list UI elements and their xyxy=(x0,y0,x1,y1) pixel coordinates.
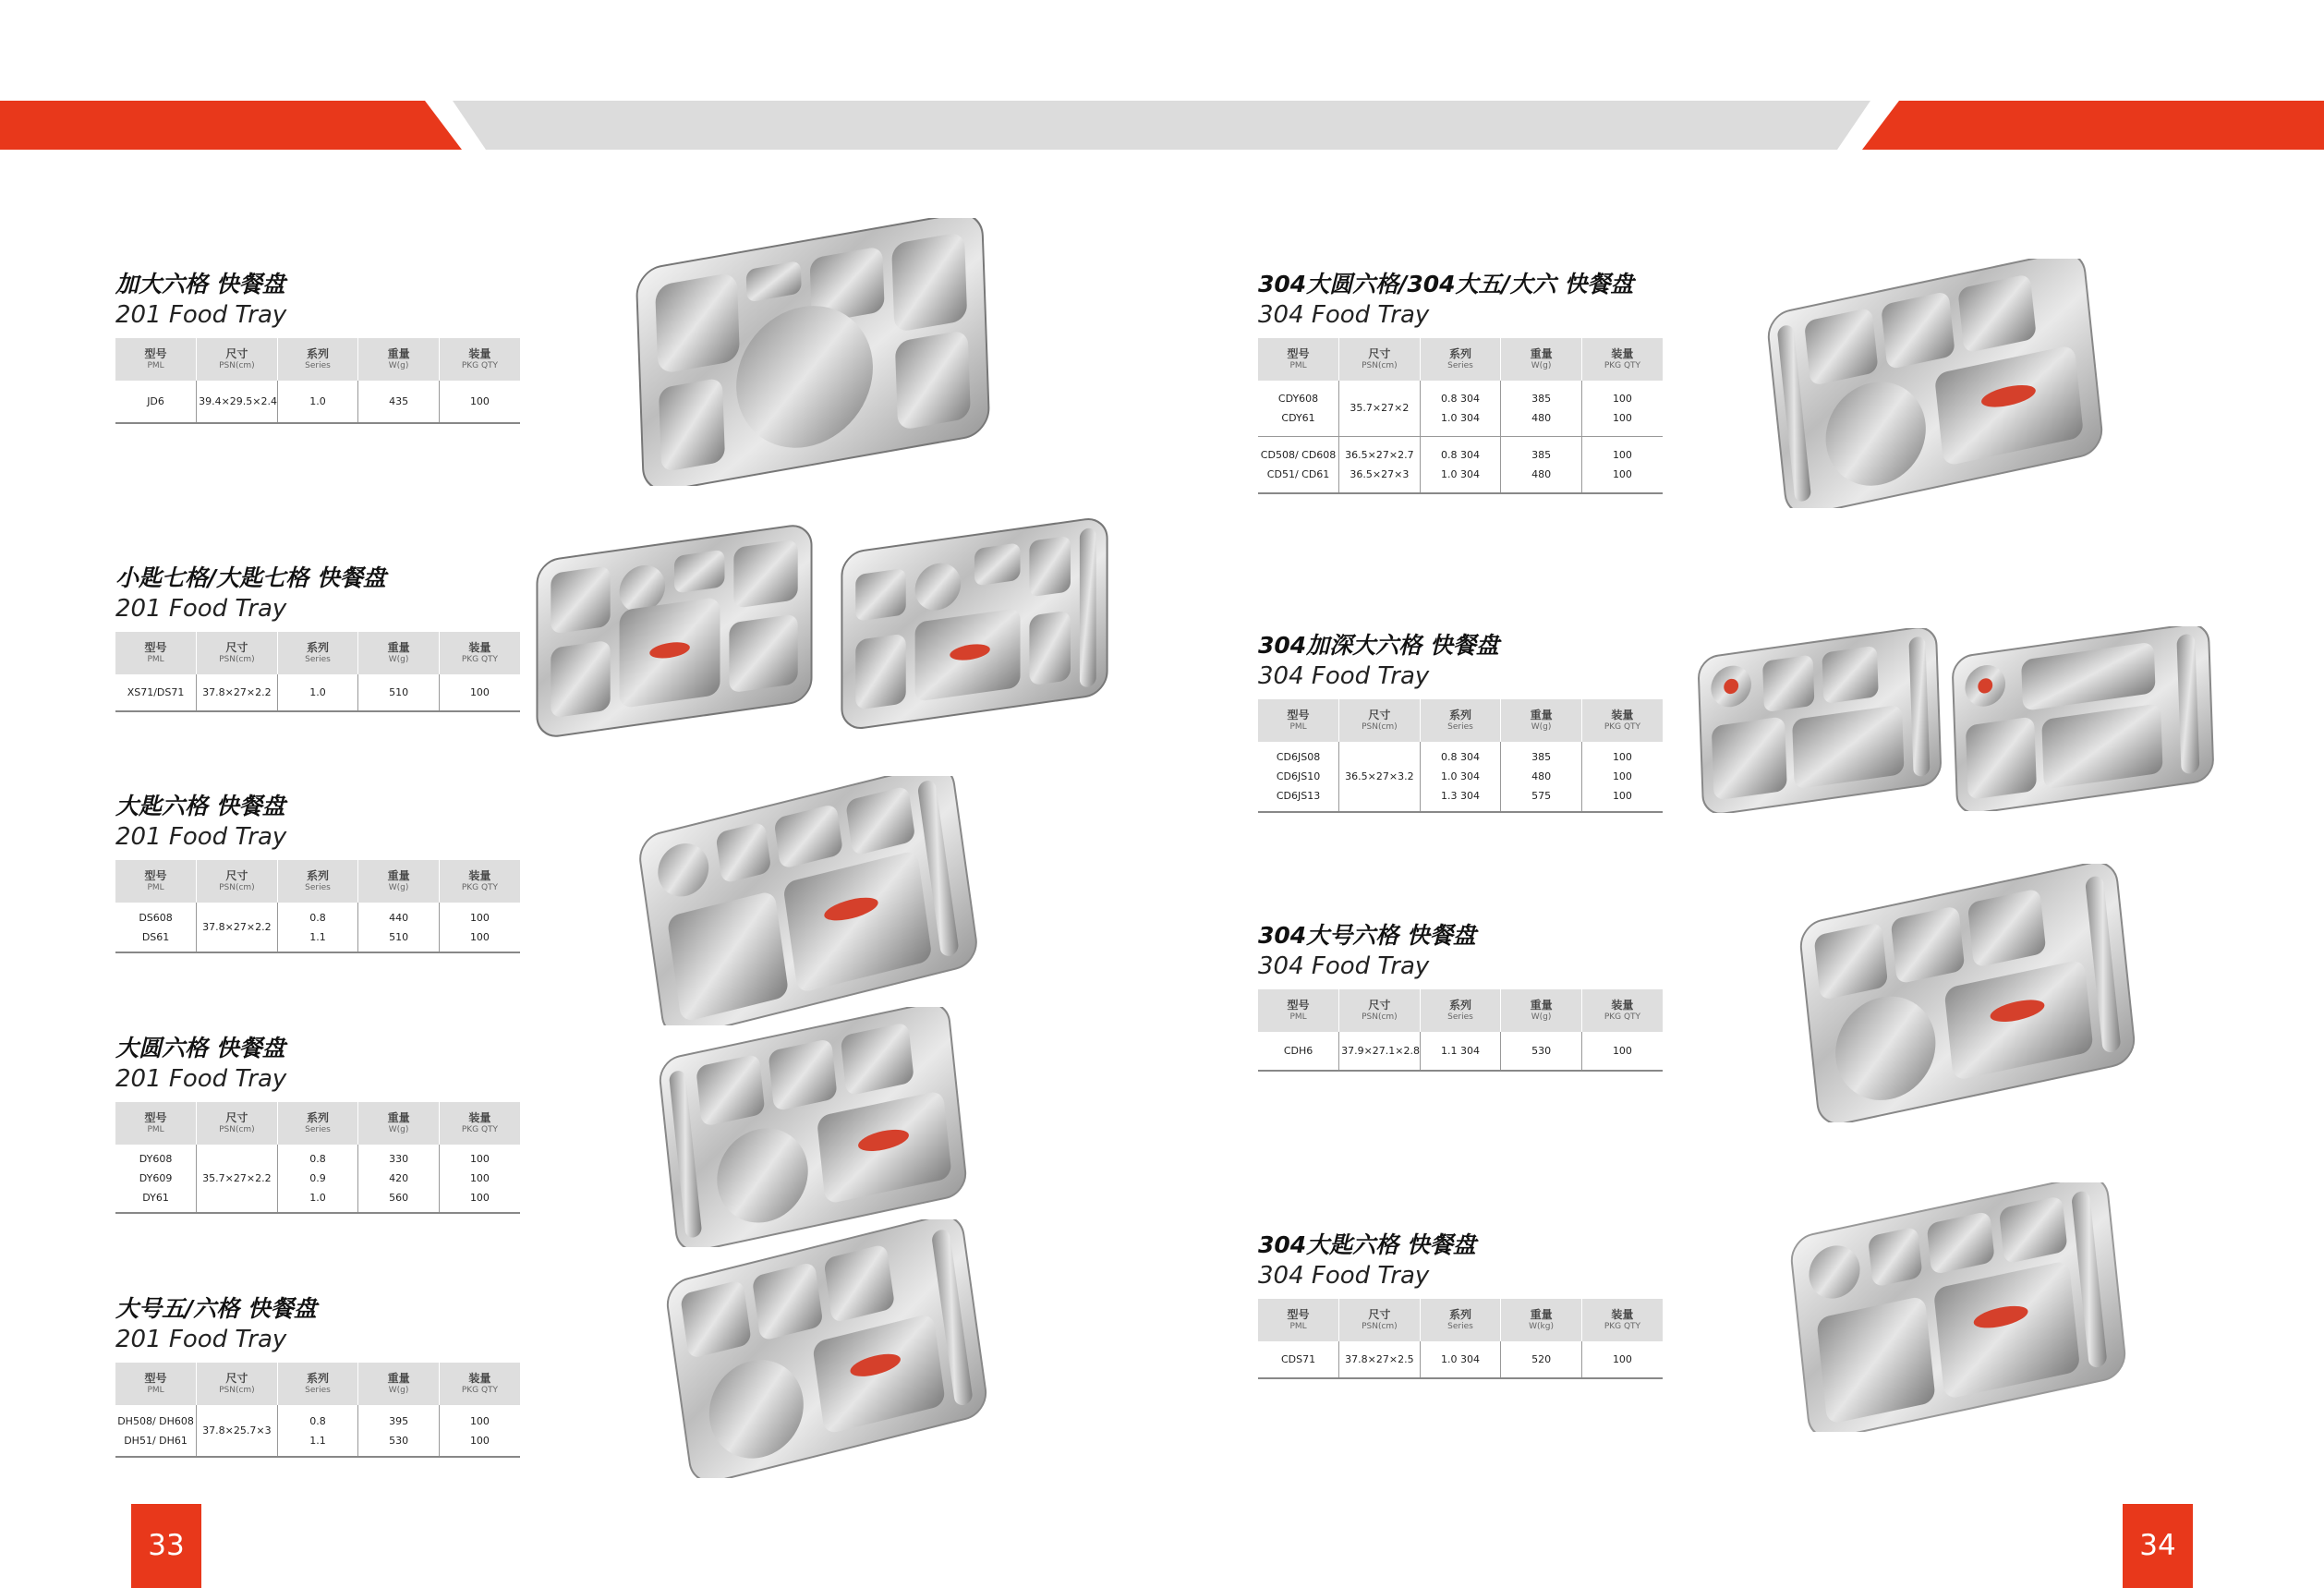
spec-table: 型号 PML 尺寸 PSN(cm) 系列 Series 重量 W(g) 装量 PKG QTY DS608 DS61 37.8×27×2.2 0.8 1.1 440 510 100 100 xyxy=(115,860,520,953)
spec-table: 型号 PML 尺寸 PSN(cm) 系列 Series 重量 W(g) 装量 PKG QTY JD6 39.4×29.5×2.4 1.0 435 100 xyxy=(115,338,520,424)
table-row: DS608 DS61 37.8×27×2.2 0.8 1.1 440 510 100 100 xyxy=(115,903,520,952)
product-title-cn: 小匙七格/大匙七格 快餐盘 xyxy=(115,564,386,591)
product-cdh6 xyxy=(1258,921,1664,1072)
product-dy608-dy61 xyxy=(115,1034,522,1214)
product-title-cn: 大匙六格 快餐盘 xyxy=(115,793,285,819)
product-title-en: 304 Food Tray xyxy=(1258,301,1430,329)
table-row: CDH6 37.9×27.1×2.8 1.1 304 530 100 xyxy=(1258,1032,1663,1071)
tray-image-dh508 xyxy=(651,1219,1002,1478)
spec-table: 型号 PML 尺寸 PSN(cm) 系列 Series 重量 W(g) 装量 PKG QTY CDY608 CDY61 35.7×27×2 0.8 304 1.0 304 385 480 100 100 CD508/ CD608 CD51/ CD61 36.5×27×2.7 36.5×27×3 0.8 304 1.0 304 385 480 100 100 xyxy=(1258,338,1663,494)
tray-image-ds608 xyxy=(628,776,988,1025)
table-row: DY608 DY609 DY61 35.7×27×2.2 0.8 0.9 1.0 330 420 560 100 100 100 xyxy=(115,1145,520,1213)
product-cds71 xyxy=(1258,1230,1664,1379)
tray-image-cds71 xyxy=(1773,1182,2143,1432)
header-band-center xyxy=(453,101,1870,150)
spec-table: 型号 PML 尺寸 PSN(cm) 系列 Series 重量 W(g) 装量 PKG QTY DH508/ DH608 DH51/ DH61 37.8×25.7×3 0.8 1.1 395 530 100 100 xyxy=(115,1363,520,1458)
table-row: CD6JS08 CD6JS10 CD6JS13 36.5×27×3.2 0.8 304 1.0 304 1.3 304 385 480 575 100 100 100 xyxy=(1258,742,1663,812)
product-title-cn: 大圆六格 快餐盘 xyxy=(115,1035,285,1061)
product-title-cn: 加大六格 快餐盘 xyxy=(115,271,285,297)
product-title-en: 201 Food Tray xyxy=(115,823,287,851)
spec-table: 型号 PML 尺寸 PSN(cm) 系列 Series 重量 W(kg) 装量 PKG QTY CDS71 37.8×27×2.5 1.0 304 520 100 xyxy=(1258,1299,1663,1379)
product-title-en: 304 Food Tray xyxy=(1258,662,1430,690)
product-title-cn: 304大匙六格 快餐盘 xyxy=(1258,1231,1476,1258)
product-jd6 xyxy=(115,270,522,424)
table-row: CDY608 CDY61 35.7×27×2 0.8 304 1.0 304 385 480 100 100 xyxy=(1258,381,1663,436)
product-dh508-dh61 xyxy=(115,1294,522,1458)
table-row: DH508/ DH608 DH51/ DH61 37.8×25.7×3 0.8 1.1 395 530 100 100 xyxy=(115,1405,520,1457)
tray-image-jd6 xyxy=(619,218,1007,486)
spec-table: 型号 PML 尺寸 PSN(cm) 系列 Series 重量 W(g) 装量 PKG QTY CD6JS08 CD6JS10 CD6JS13 36.5×27×3.2 0.8 304 1.0 304 1.3 304 385 480 575 100 100 100 xyxy=(1258,699,1663,813)
tray-image-cd6js-left xyxy=(1686,628,1954,813)
table-row: CD508/ CD608 CD51/ CD61 36.5×27×2.7 36.5×27×3 0.8 304 1.0 304 385 480 100 100 xyxy=(1258,436,1663,493)
tray-image-xs71 xyxy=(522,525,827,737)
product-title-en: 201 Food Tray xyxy=(115,595,287,623)
product-title-cn: 304加深大六格 快餐盘 xyxy=(1258,632,1499,659)
product-title-en: 304 Food Tray xyxy=(1258,1262,1430,1290)
table-row: XS71/DS71 37.8×27×2.2 1.0 510 100 xyxy=(115,674,520,711)
tray-image-cdh6 xyxy=(1783,864,2152,1122)
product-ds608-ds61 xyxy=(115,792,522,953)
spec-table: 型号 PML 尺寸 PSN(cm) 系列 Series 重量 W(g) 装量 PKG QTY CDH6 37.9×27.1×2.8 1.1 304 530 100 xyxy=(1258,989,1663,1072)
tray-image-cdy608 xyxy=(1750,259,2120,508)
header-band-left xyxy=(0,101,462,150)
product-title-cn: 大号五/六格 快餐盘 xyxy=(115,1295,317,1322)
tray-image-cd6js-right xyxy=(1940,626,2226,811)
product-title-en: 304 Food Tray xyxy=(1258,952,1430,980)
product-cdy608-cd61 xyxy=(1258,270,1664,494)
table-row: JD6 39.4×29.5×2.4 1.0 435 100 xyxy=(115,381,520,423)
page-number-right: 34 xyxy=(2123,1504,2193,1588)
header-band-right xyxy=(1862,101,2324,150)
product-title-cn: 304大圆六格/304大五/大六 快餐盘 xyxy=(1258,271,1634,297)
spec-table: 型号 PML 尺寸 PSN(cm) 系列 Series 重量 W(g) 装量 PKG QTY XS71/DS71 37.8×27×2.2 1.0 510 100 xyxy=(115,632,520,712)
product-title-en: 201 Food Tray xyxy=(115,301,287,329)
spec-table: 型号 PML 尺寸 PSN(cm) 系列 Series 重量 W(g) 装量 PKG QTY DY608 DY609 DY61 35.7×27×2.2 0.8 0.9 1.0 330 420 560 100 100 100 xyxy=(115,1102,520,1214)
product-cd6js xyxy=(1258,631,1664,813)
table-row: CDS71 37.8×27×2.5 1.0 304 520 100 xyxy=(1258,1341,1663,1378)
product-title-cn: 304大号六格 快餐盘 xyxy=(1258,922,1476,949)
page-number-left: 33 xyxy=(131,1504,201,1588)
product-title-en: 201 Food Tray xyxy=(115,1326,287,1353)
product-title-en: 201 Food Tray xyxy=(115,1065,287,1093)
tray-image-dy608 xyxy=(647,1007,979,1247)
product-xs71-ds71 xyxy=(115,564,522,712)
tray-image-ds71 xyxy=(827,517,1122,730)
